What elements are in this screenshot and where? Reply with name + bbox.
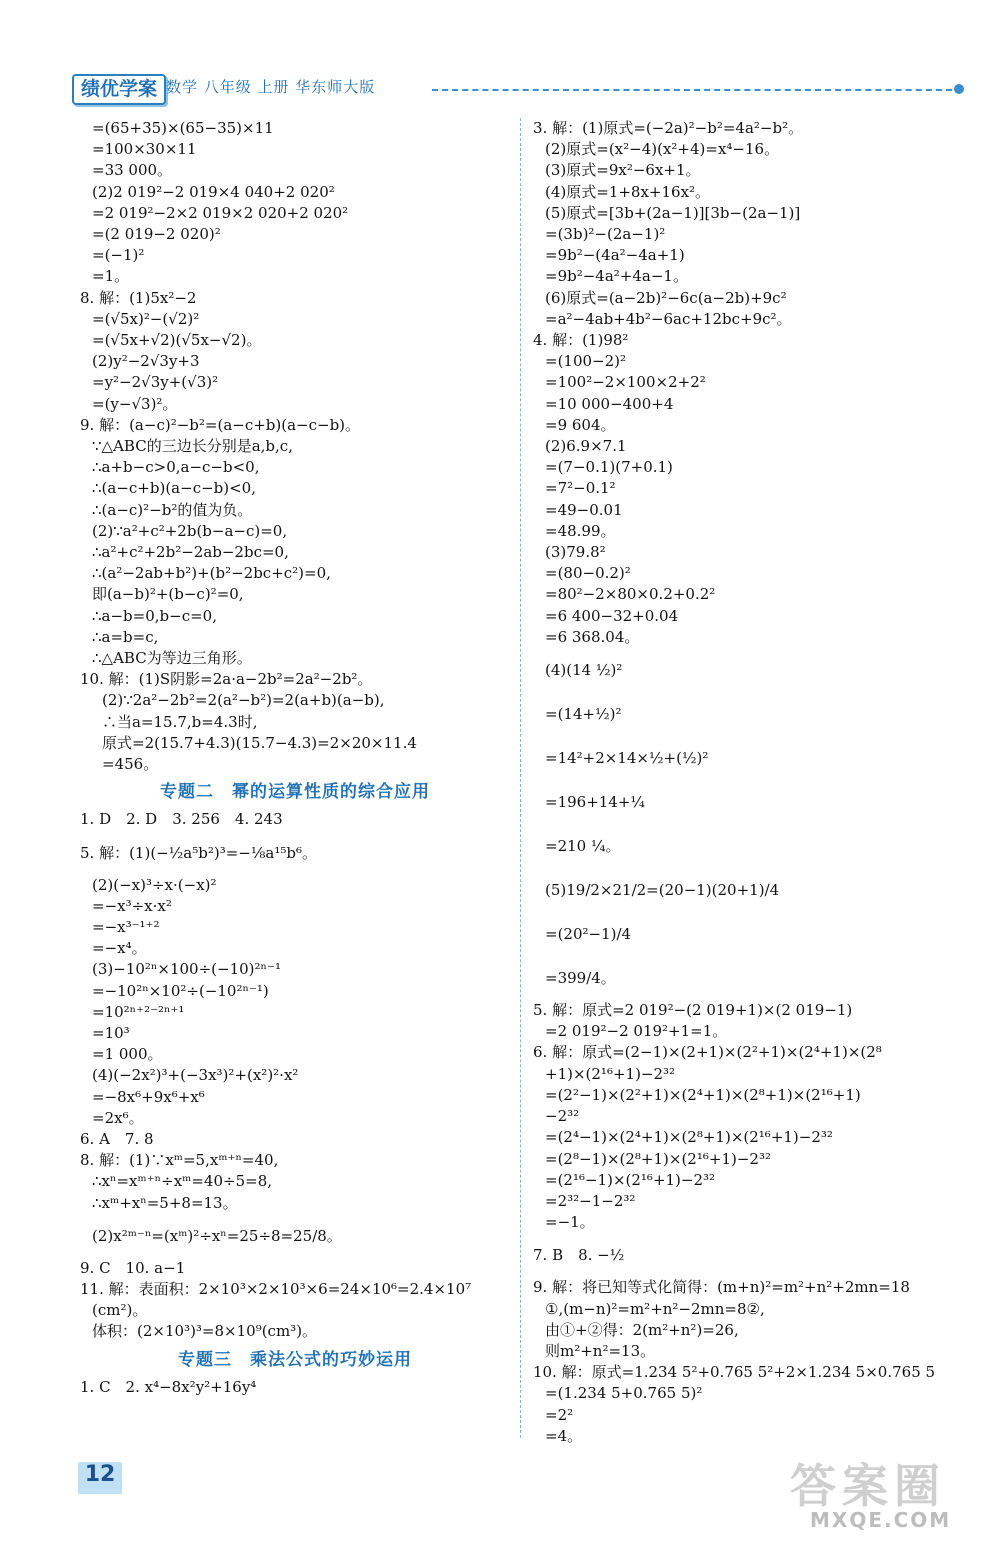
text-line: 3. 解：(1)原式=(−2a)²−b²=4a²−b²。: [533, 119, 804, 137]
text-line: =y²−2√3y+(√3)²: [92, 373, 219, 392]
text-line: (cm²)。: [92, 1301, 148, 1320]
text-line: (4)原式=1+8x+16x²。: [545, 182, 711, 201]
text-line: =(2²−1)×(2²+1)×(2⁴+1)×(2⁸+1)×(2¹⁶+1): [545, 1085, 861, 1104]
text-line: (4)(14 ½)²: [545, 661, 623, 680]
book-subtitle: 数学 八年级 上册 华东师大版: [166, 78, 376, 96]
text-line: =(100−2)²: [545, 352, 627, 371]
text-line: =−10²ⁿ×10²÷(−10²ⁿ⁻¹): [92, 981, 269, 1000]
text-line: =(−1)²: [92, 246, 145, 265]
text-line: 6. 解：原式=(2−1)×(2+1)×(2²+1)×(2⁴+1)×(2⁸: [533, 1043, 882, 1062]
text-line: 10. 解：原式=1.234 5²+0.765 5²+2×1.234 5×0.765 5: [533, 1363, 936, 1382]
text-line: =14²+2×14×½+(½)²: [545, 749, 709, 768]
text-line: 1. D 2. D 3. 256 4. 243: [80, 810, 283, 829]
text-line: 即(a−b)²+(b−c)²=0,: [92, 585, 244, 604]
text-line: =a²−4ab+4b²−6ac+12bc+9c²。: [545, 309, 792, 328]
text-line: (2)∵2a²−2b²=2(a²−b²)=2(a+b)(a−b),: [102, 691, 385, 710]
text-line: ∴xᵐ+xⁿ=5+8=13。: [92, 1193, 238, 1212]
text-line: 5. 解：(1)(−½a⁵b²)³=−⅛a¹⁵b⁶。: [80, 843, 317, 862]
text-line: =(7−0.1)(7+0.1): [545, 458, 673, 477]
text-line: =(2 019−2 020)²: [92, 225, 221, 244]
text-line: 10. 解：(1)S阴影=2a·a−2b²=2a²−2b²。: [80, 670, 373, 689]
text-line: =100×30×11: [92, 140, 197, 159]
text-line: =399/4。: [545, 969, 616, 988]
text-line: (2)x²ᵐ⁻ⁿ=(xᵐ)²÷xⁿ=25÷8=25/8。: [92, 1226, 342, 1245]
text-line: =−x⁴。: [92, 939, 147, 958]
text-line: (4)(−2x²)³+(−3x³)²+(x²)²·x²: [92, 1066, 299, 1085]
text-line: ∴a+b−c>0,a−c−b<0,: [92, 458, 260, 477]
text-line: (3)79.8²: [545, 543, 606, 562]
text-line: =49−0.01: [545, 500, 623, 519]
watermark-url: MXQE.COM: [810, 1508, 952, 1532]
text-line: ①,(m−n)²=m²+n²−2mn=8②,: [545, 1299, 765, 1318]
text-line: =2²: [545, 1405, 574, 1424]
text-line: =−1。: [545, 1213, 595, 1232]
text-line: =−x³÷x·x²: [92, 896, 172, 915]
text-line: =6 400−32+0.04: [545, 606, 679, 625]
header-dashed-rule: [432, 89, 952, 91]
text-line: =456。: [102, 755, 159, 774]
text-line: =2 019²−2 019²+1=1。: [545, 1022, 728, 1041]
text-line: 体积：(2×10³)³=8×10⁹(cm³)。: [92, 1322, 318, 1341]
text-line: =6 368.04。: [545, 627, 640, 646]
text-line: 7. B 8. −½: [533, 1246, 625, 1265]
text-line: 9. 解：将已知等式化简得：(m+n)²=m²+n²+2mn=18: [533, 1278, 910, 1297]
text-line: =2 019²−2×2 019×2 020+2 020²: [92, 203, 349, 222]
text-line: ∴a²+c²+2b²−2ab−2bc=0,: [92, 543, 289, 562]
text-line: (5)原式=[3b+(2a−1)][3b−(2a−1)]: [545, 203, 801, 222]
text-line: ∴xⁿ=xᵐ⁺ⁿ÷xᵐ=40÷5=8,: [92, 1172, 272, 1191]
text-line: =100²−2×100×2+2²: [545, 373, 706, 392]
text-line: ∴a−b=0,b−c=0,: [92, 606, 217, 625]
book-title-badge: 绩优学案: [72, 74, 166, 105]
text-line: =(1.234 5+0.765 5)²: [545, 1384, 703, 1403]
text-line: (6)原式=(a−2b)²−6c(a−2b)+9c²: [545, 288, 787, 307]
text-line: =(√5x+√2)(√5x−√2)。: [92, 331, 262, 350]
text-line: =1 000。: [92, 1045, 163, 1064]
text-line: =(√5x)²−(√2)²: [92, 309, 200, 328]
text-line: =−x³⁻¹⁺²: [92, 917, 160, 936]
text-line: =48.99。: [545, 521, 616, 540]
text-line: =210 ¼。: [545, 837, 621, 856]
right-column: [533, 118, 973, 1447]
text-line: 8. 解：(1)∵xᵐ=5,xᵐ⁺ⁿ=40,: [80, 1151, 279, 1170]
watermark-text: 答案圈: [790, 1459, 946, 1513]
text-line: =(20²−1)/4: [545, 925, 632, 944]
text-line: ∵△ABC的三边长分别是a,b,c,: [92, 437, 293, 456]
text-line: −2³²: [545, 1107, 580, 1126]
left-column: [80, 118, 510, 1398]
text-line: (3)−10²ⁿ×100÷(−10)²ⁿ⁻¹: [92, 960, 281, 979]
text-line: 6. A 7. 8: [80, 1129, 154, 1148]
text-line: =−8x⁶+9x⁶+x⁶: [92, 1087, 205, 1106]
text-line: =2³²−1−2³²: [545, 1191, 636, 1210]
text-line: 8. 解：(1)5x²−2: [80, 288, 197, 307]
text-line: =33 000。: [92, 161, 173, 180]
text-line: (3)原式=9x²−6x+1。: [545, 161, 701, 180]
text-line: 则m²+n²=13。: [545, 1341, 656, 1360]
text-line: =(2¹⁶−1)×(2¹⁶+1)−2³²: [545, 1170, 716, 1189]
text-line: (2)原式=(x²−4)(x²+4)=x⁴−16。: [545, 140, 780, 159]
text-line: =10²ⁿ⁺²⁻²ⁿ⁺¹: [92, 1002, 185, 1021]
text-line: (5)19/2×21/2=(20−1)(20+1)/4: [545, 881, 780, 900]
column-divider: [520, 118, 521, 1438]
text-line: =9 604。: [545, 415, 616, 434]
text-line: (2)6.9×7.1: [545, 437, 627, 456]
text-line: =(14+½)²: [545, 705, 622, 724]
text-line: +1)×(2¹⁶+1)−2³²: [545, 1064, 676, 1083]
text-line: =(y−√3)²。: [92, 394, 178, 413]
text-line: =10³: [92, 1023, 130, 1042]
text-line: 4. 解：(1)98²: [533, 331, 629, 350]
text-line: =(2⁸−1)×(2⁸+1)×(2¹⁶+1)−2³²: [545, 1149, 771, 1168]
text-line: 9. 解：(a−c)²−b²=(a−c+b)(a−c−b)。: [80, 415, 361, 434]
text-line: ∴(a−c+b)(a−c−b)<0,: [92, 479, 256, 498]
text-line: =80²−2×80×0.2+0.2²: [545, 585, 716, 604]
text-line: =(65+35)×(65−35)×11: [92, 119, 274, 137]
section-heading: 专题三 乘法公式的巧妙运用: [178, 1349, 412, 1370]
section-heading: 专题二 幂的运算性质的综合应用: [160, 782, 430, 803]
text-line: ∴△ABC为等边三角形。: [92, 649, 252, 668]
text-line: =1。: [92, 267, 130, 286]
text-line: =7²−0.1²: [545, 479, 616, 498]
text-line: =4。: [545, 1426, 583, 1445]
text-line: 1. C 2. x⁴−8x²y²+16y⁴: [80, 1377, 257, 1396]
text-line: (2)y²−2√3y+3: [92, 352, 200, 371]
text-line: 原式=2(15.7+4.3)(15.7−4.3)=2×20×11.4: [102, 733, 417, 752]
text-line: =9b²−4a²+4a−1。: [545, 267, 688, 286]
text-line: (2)(−x)³÷x·(−x)²: [92, 875, 217, 894]
text-line: 由①+②得：2(m²+n²)=26,: [545, 1320, 739, 1339]
text-line: ∴a=b=c,: [92, 627, 159, 646]
watermark-logo: [770, 1450, 990, 1540]
page-number: 12: [78, 1462, 122, 1494]
text-line: ∴(a²−2ab+b²)+(b²−2bc+c²)=0,: [92, 564, 331, 583]
header-dot-icon: [954, 84, 964, 94]
text-line: ∴当a=15.7,b=4.3时,: [102, 712, 258, 731]
text-line: =(80−0.2)²: [545, 564, 631, 583]
text-line: =9b²−(4a²−4a+1): [545, 246, 685, 265]
text-line: 5. 解：原式=2 019²−(2 019+1)×(2 019−1): [533, 1001, 853, 1020]
text-line: (2)∵a²+c²+2b(b−a−c)=0,: [92, 521, 288, 540]
text-line: =(3b)²−(2a−1)²: [545, 225, 666, 244]
text-line: 9. C 10. a−1: [80, 1258, 186, 1277]
text-line: =196+14+¼: [545, 793, 645, 812]
text-line: ∴(a−c)²−b²的值为负。: [92, 500, 253, 519]
text-line: 11. 解：表面积：2×10³×2×10³×6=24×10⁶=2.4×10⁷: [80, 1279, 472, 1298]
text-line: =(2⁴−1)×(2⁴+1)×(2⁸+1)×(2¹⁶+1)−2³²: [545, 1128, 833, 1147]
text-line: (2)2 019²−2 019×4 040+2 020²: [92, 182, 335, 201]
text-line: =10 000−400+4: [545, 394, 674, 413]
text-line: =2x⁶。: [92, 1108, 144, 1127]
